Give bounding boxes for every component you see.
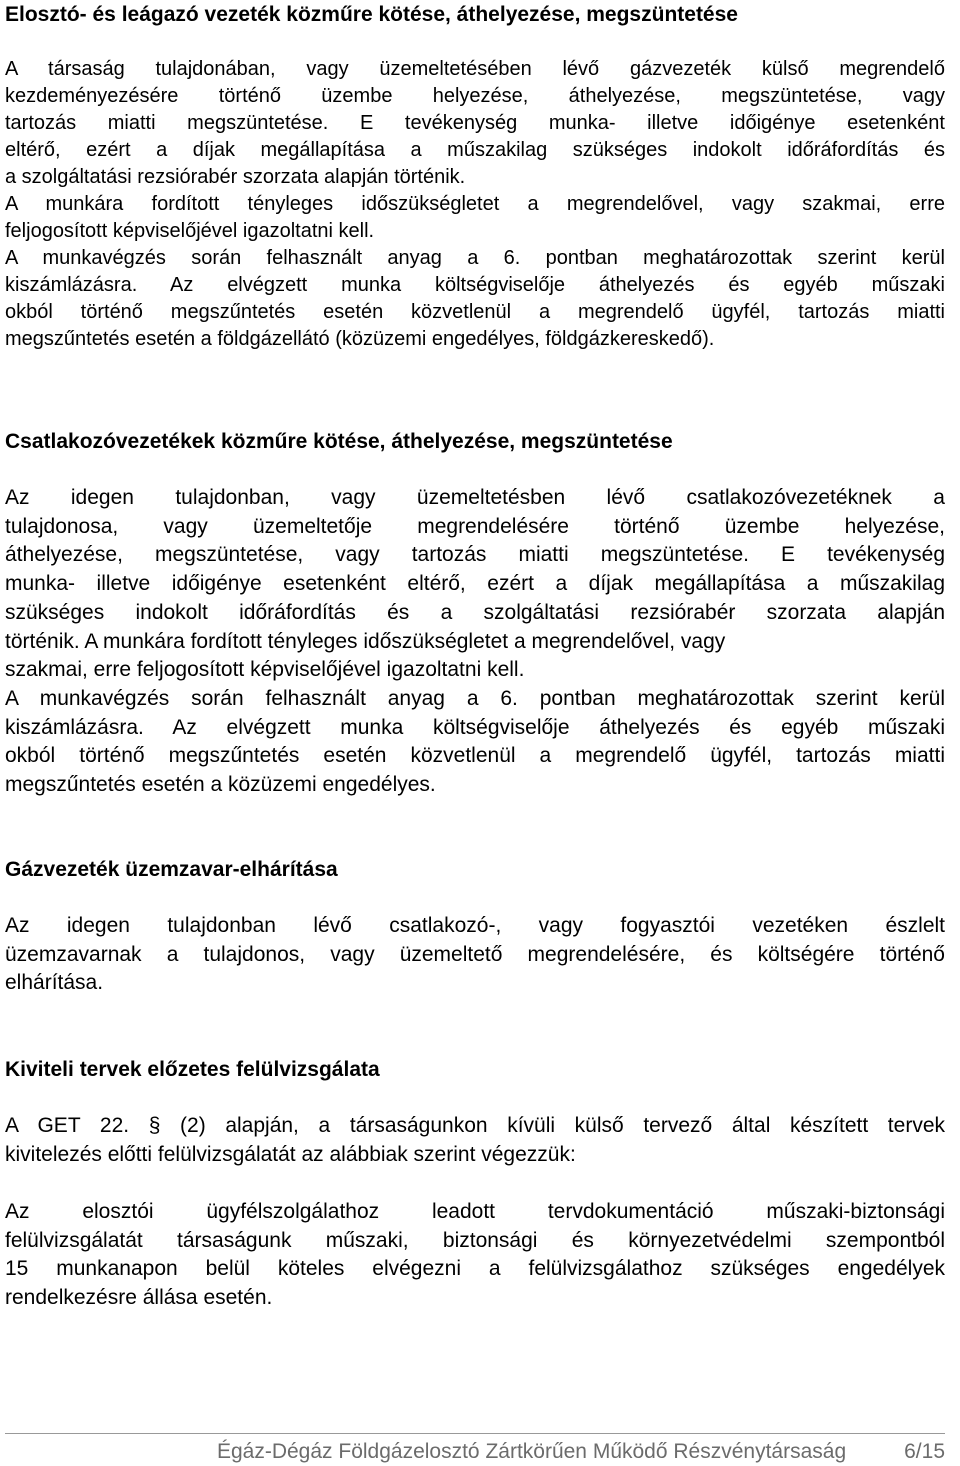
text-line: munka- illetve időigénye esetenként eltérő, ezért a díjak megállapítása a műszakilag — [5, 572, 945, 596]
text-line: kiszámlázásra. Az elvégzett munka költségviselője áthelyezés és egyéb műszaki — [5, 715, 945, 739]
paragraph — [5, 484, 945, 800]
text-line: történik. A munkára fordított tényleges időszükségletet a megrendelővel, vagy — [5, 629, 726, 653]
section-heading: Csatlakozóvezetékek közműre kötése, áthelyezése, megszüntetése — [5, 430, 673, 453]
text-line: tulajdonosa, vagy üzemeltetője megrendelésére történő üzembe helyezése, — [5, 514, 945, 538]
text-line: A munkára fordított tényleges időszükségletet a megrendelővel, vagy szakmai, erre — [5, 193, 945, 215]
paragraph — [5, 1112, 945, 1169]
text-line: kiszámlázásra. Az elvégzett munka költségviselője áthelyezés és egyéb műszaki — [5, 274, 945, 296]
text-line: áthelyezése, megszüntetése, vagy tartozás miatti megszüntetése. E tevékenység — [5, 543, 945, 567]
text-line: rendelkezésre állása esetén. — [5, 1286, 273, 1310]
text-line: okból történő megszűntetés esetén közvetlenül a megrendelő ügyfél, tartozás miatti — [5, 744, 945, 768]
text-line: A GET 22. § (2) alapján, a társaságunkon kívüli külső tervező által készített tervek — [5, 1114, 945, 1137]
text-line: megszűntetés esetén a közüzemi engedélyes. — [5, 773, 436, 797]
text-line: A társaság tulajdonában, vagy üzemeltetésében lévő gázvezeték külső megrendelő — [5, 58, 945, 80]
paragraph — [5, 56, 945, 353]
text-line: okból történő megszűntetés esetén közvetlenül a megrendelő ügyfél, tartozás miatti — [5, 301, 945, 323]
text-line: Az elosztói ügyfélszolgálathoz leadott tervdokumentáció műszaki-biztonsági — [5, 1200, 945, 1223]
text-line: A munkavégzés során felhasznált anyag a 6. pontban meghatározottak szerint kerül — [5, 686, 945, 710]
text-line: megszűntetés esetén a földgázellátó (közüzemi engedélyes, földgázkereskedő). — [5, 328, 715, 350]
text-line: Az idegen tulajdonban lévő csatlakozó-, vagy fogyasztói vezetéken észlelt — [5, 914, 945, 937]
paragraph — [5, 912, 945, 998]
footer-company: Égáz-Dégáz Földgázelosztó Zártkörűen Működő Részvénytársaság — [216, 1440, 847, 1463]
text-line: üzemzavarnak a tulajdonos, vagy üzemeltető megrendelésére, és költségére történő — [5, 942, 945, 966]
text-line: tartozás miatti megszüntetése. E tevékenység munka- illetve időigénye esetenként — [5, 112, 945, 134]
text-line: felülvizsgálatát társaságunk műszaki, biztonsági és környezetvédelmi szempontból — [5, 1228, 945, 1252]
paragraph — [5, 1198, 945, 1313]
text-line: szükséges indokolt időráfordítás és a szolgáltatási rezsiórabér szorzata alapján — [5, 600, 945, 624]
section-heading: Kiviteli tervek előzetes felülvizsgálata — [5, 1058, 380, 1081]
page-footer — [5, 1433, 945, 1463]
text-line: Az idegen tulajdonban, vagy üzemeltetésben lévő csatlakozóvezetéknek a — [5, 486, 945, 509]
text-line: 15 munkanapon belül köteles elvégezni a felülvizsgálathoz szükséges engedélyek — [5, 1257, 945, 1281]
footer-text — [217, 1439, 945, 1465]
page-number: 6/15 — [904, 1440, 945, 1463]
text-line: kezdeményezésére történő üzembe helyezése, áthelyezése, megszüntetése, vagy — [5, 85, 945, 107]
text-line: a szolgáltatási rezsiórabér szorzata alapján történik. — [5, 166, 466, 188]
text-line: kivitelezés előtti felülvizsgálatát az alábbiak szerint végezzük: — [5, 1142, 576, 1166]
section-heading: Gázvezeték üzemzavar-elhárítása — [5, 858, 338, 881]
text-line: szakmai, erre feljogosított képviselőjével igazoltatni kell. — [5, 658, 525, 682]
section-heading: Elosztó- és leágazó vezeték közműre kötése, áthelyezése, megszüntetése — [5, 3, 738, 26]
text-line: feljogosított képviselőjével igazoltatni kell. — [5, 220, 375, 242]
text-line: eltérő, ezért a díjak megállapítása a műszakilag szükséges indokolt időráfordítás és — [5, 139, 945, 161]
text-line: A munkavégzés során felhasznált anyag a 6. pontban meghatározottak szerint kerül — [5, 247, 945, 269]
text-line: elhárítása. — [5, 971, 104, 995]
